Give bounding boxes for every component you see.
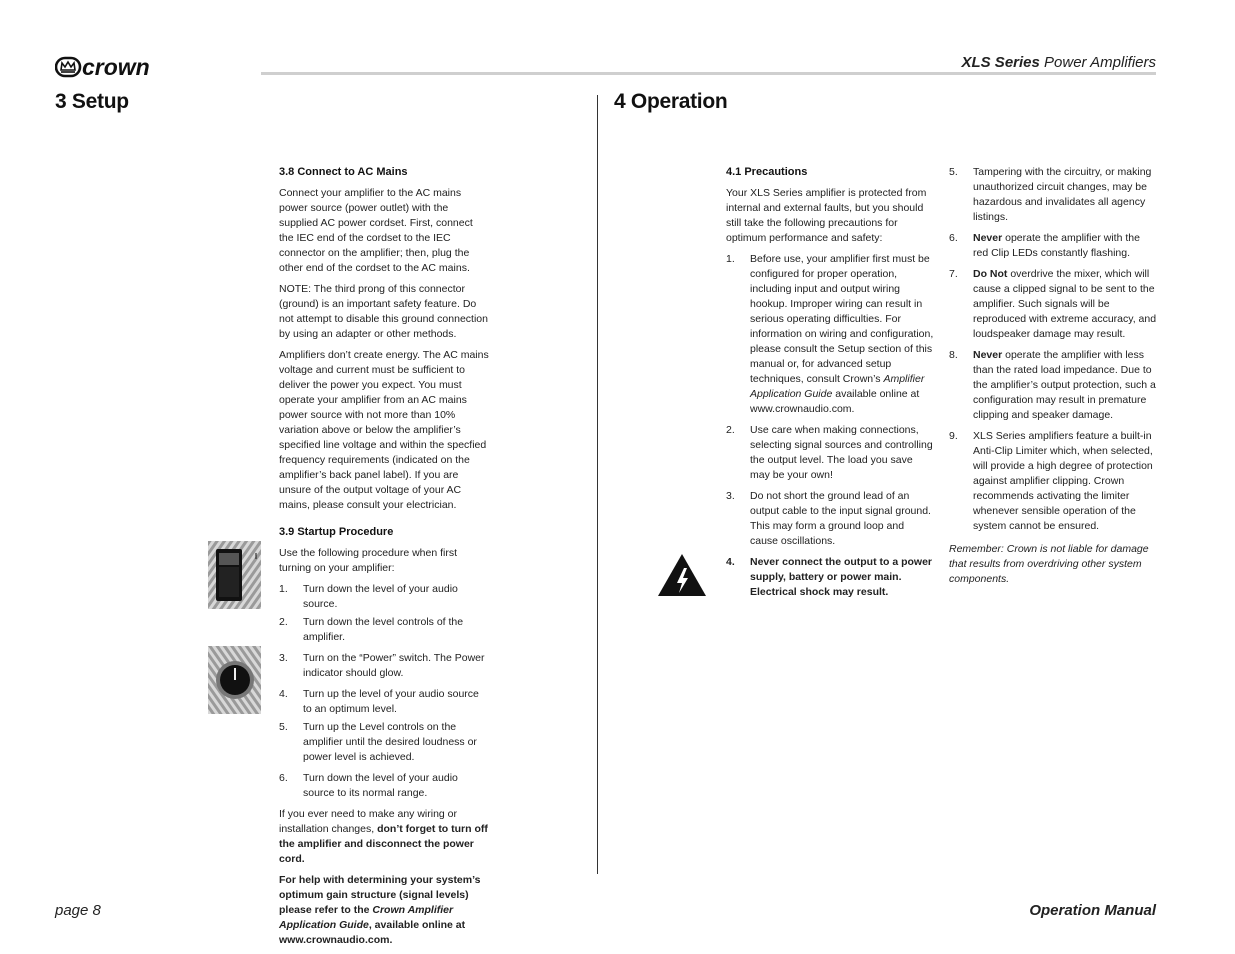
wiring-note: If you ever need to make any wiring or installation changes, don’t forget to turn off the amplifier and disconnect the power cord. [279,808,488,865]
svg-text:crown: crown [82,55,150,80]
header-series-title [961,54,1156,71]
operation-column-2 [949,165,1157,593]
paragraph: Your XLS Series amplifier is protected from internal and external faults, but you should still take the following precautions for optimum performance and safety: [726,187,927,244]
header-rule [261,72,1156,75]
list-item: 3. Do not short the ground lead of an output cable to the input signal ground. This may form a ground loop and cause oscillations. [726,490,931,547]
series-name: XLS Series [961,54,1040,71]
liability-note: Remember: Crown is not liable for damage that results from overdriving other system components. [949,543,1149,585]
heading-4-1: 4.1 Precautions [726,166,808,178]
list-item: 4. Turn up the level of your audio source to an optimum level. [279,688,479,715]
power-switch-image [208,541,261,609]
series-subtitle: Power Amplifiers [1039,54,1156,71]
heading-3-8: 3.8 Connect to AC Mains [279,166,408,178]
help-note: For help with determining your system’s optimum gain structure (signal levels) please refer to the Crown Amplifier Application Guide, available online at www.crownaudio.com. [279,874,481,946]
list-item: 1. Turn down the level of your audio source. [279,583,458,610]
section-4-title: 4 Operation [614,90,728,113]
list-item: 4. Never connect the output to a power supply, battery or power main. Electrical shock may result. [726,556,933,598]
precautions-list-continued [949,165,1157,534]
list-item: 9. XLS Series amplifiers feature a built-in Anti-Clip Limiter which, when selected, will provide a high degree of protection against amplifier clipping. Crown recommends activating the limiter whenever sensible operation of the system cannot be ensured. [949,430,1153,532]
heading-3-9: 3.9 Startup Procedure [279,526,394,538]
column-divider [597,95,598,874]
list-item: 6. Turn down the level of your audio source to its normal range. [279,772,458,799]
list-item: 3. Turn on the “Power” switch. The Power indicator should glow. [279,652,485,679]
operation-column-1 [726,165,934,606]
list-item: 5. Tampering with the circuitry, or making unauthorized circuit changes, may be hazardous and invalidates all agency listings. [949,166,1152,223]
list-item: 1. Before use, your amplifier first must be configured for proper operation, including input and output wiring hookup. Improper wiring can result in serious operating difficulties. For information on wiring and configuration, please consult the Setup section of this manual or, for advanced setup techniques, consult Crown’s Amplifier Application Guide available online at www.crownaudio.com. [726,253,934,415]
crown-logo-graphic [55,55,205,81]
paragraph: NOTE: The third prong of this connector (ground) is an important safety feature. Do not attempt to disable this ground connection by using an adapter or other methods. [279,283,488,340]
electrical-warning-icon [657,553,707,597]
paragraph: Connect your amplifier to the AC mains power source (power outlet) with the supplied AC power cordset. First, connect the IEC end of the cordset to the IEC connector on the amplifier; then, plug the other end of the cordset to the AC mains. [279,187,473,274]
list-item: 7. Do Not overdrive the mixer, which will cause a clipped signal to be sent to the amplifier. Such signals will be reproduced with extreme accuracy, and loudspeaker damage may result. [949,268,1157,340]
paragraph: Amplifiers don’t create energy. The AC mains voltage and current must be sufficient to deliver the power you expect. You must operate your amplifier from an AC mains power source with not more than 10% variation above or below the amplifier’s specified line voltage and within the specfied frequency requirements (indicated on the amplifier’s back panel label). If you are unsure of the output voltage of your AC mains, please consult your electrician. [279,349,489,511]
list-item: 6. Never operate the amplifier with the red Clip LEDs constantly flashing. [949,232,1140,259]
level-knob-image [208,646,261,714]
section-3-title: 3 Setup [55,90,129,113]
startup-steps-list [279,582,489,801]
page-number: page 8 [55,902,101,919]
list-item: 8. Never operate the amplifier with less than the rated load impedance. Due to the amplifier’s output protection, such a configuration may result in premature clipping and speaker damage. [949,349,1156,421]
setup-column [279,165,489,954]
paragraph: Use the following procedure when first turning on your amplifier: [279,547,458,574]
crown-logo [55,55,205,81]
list-item: 2. Use care when making connections, selecting signal sources and controlling the output level. The load you save may be your own! [726,424,933,481]
manual-title: Operation Manual [1029,902,1156,919]
list-item: 5. Turn up the Level controls on the amplifier until the desired loudness or power level is achieved. [279,721,477,763]
list-item: 2. Turn down the level controls of the amplifier. [279,616,464,643]
precautions-list [726,252,934,600]
